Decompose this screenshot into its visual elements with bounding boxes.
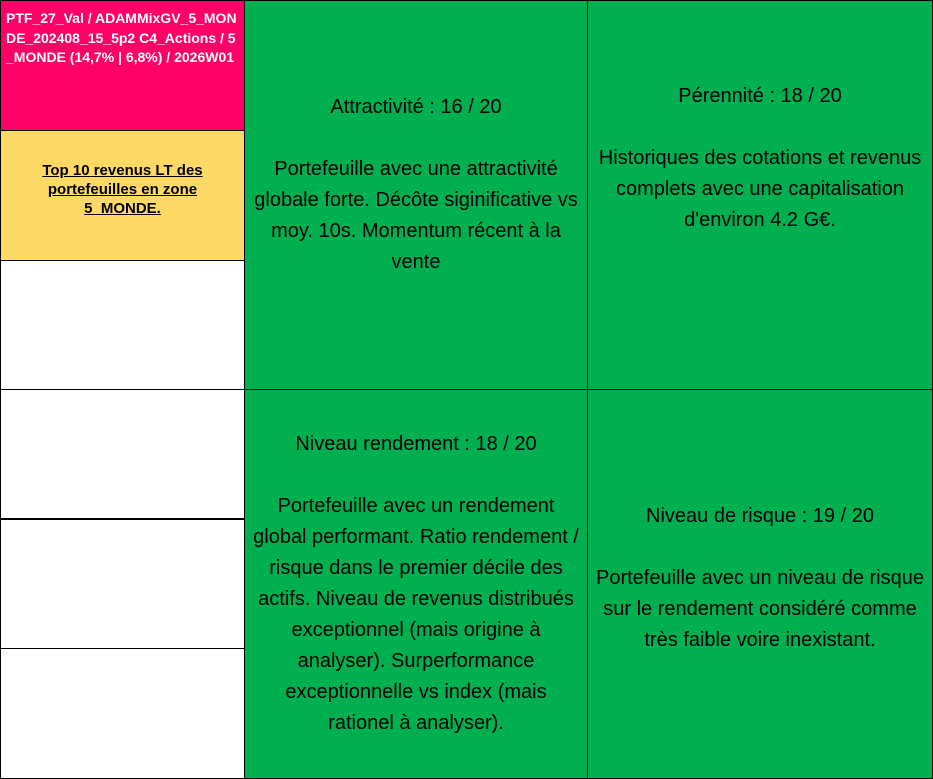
empty-cell <box>0 648 245 779</box>
risque-heading: Niveau de risque : 19 / 20 <box>646 504 874 527</box>
attractivite-heading: Attractivité : 16 / 20 <box>330 96 502 118</box>
portfolio-subtitle: Top 10 revenus LT des portefeuilles en zone 5_MONDE. <box>0 130 245 261</box>
empty-cell <box>0 389 245 519</box>
empty-cell <box>0 260 245 390</box>
rendement-body: Portefeuille avec un rendement global performant. Ratio rendement / risque dans le premier décile des actifs. Niveau de revenus distribués exceptionnel (mais origine à analyser). Surperformance exceptionnelle vs index (mais rationel à analyser). <box>253 495 579 734</box>
rendement-panel <box>244 389 588 779</box>
attractivite-body: Portefeuille avec une attractivité globale forte. Décôte siginificative vs moy. 10s. Momentum récent à la vente <box>254 158 578 273</box>
perennite-body: Historiques des cotations et revenus complets avec une capitalisation d'environ 4.2 G€. <box>598 146 922 231</box>
perennite-heading: Pérennité : 18 / 20 <box>678 84 842 107</box>
perennite-panel <box>587 0 933 390</box>
risque-panel <box>587 389 933 779</box>
empty-cell <box>0 519 245 649</box>
portfolio-title: PTF_27_Val / ADAMMixGV_5_MONDE_202408_15_5p2 C4_Actions / 5_MONDE (14,7% | 6,8%) / 2026W01 <box>0 0 245 131</box>
attractivite-panel <box>244 0 588 390</box>
risque-body: Portefeuille avec un niveau de risque sur le rendement considéré comme très faible voire inexistant. <box>596 566 924 651</box>
rendement-heading: Niveau rendement : 18 / 20 <box>295 433 537 455</box>
